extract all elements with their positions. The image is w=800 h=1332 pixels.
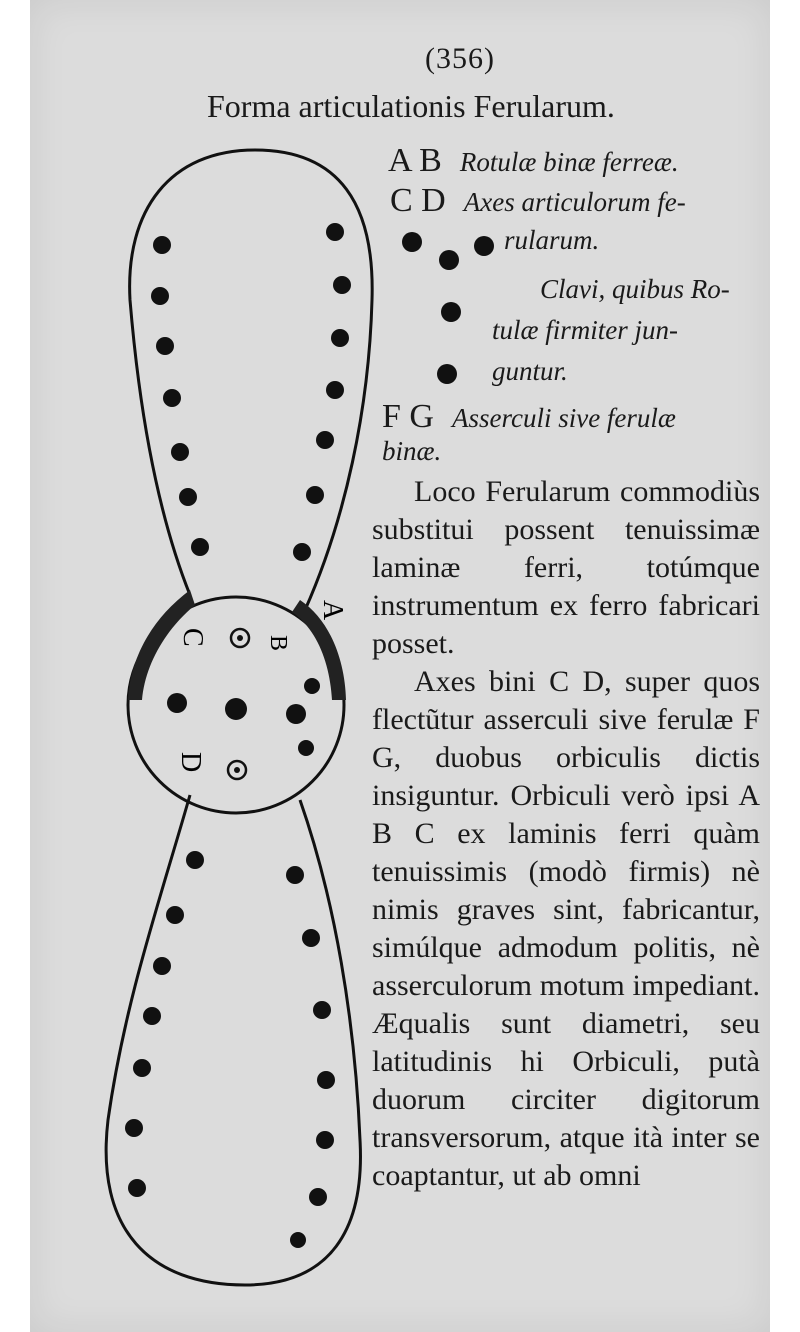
legend-text-cd-cont: rularum. [504, 225, 600, 255]
paragraph-2: Axes bini C D, super quos flectũtur asserculi sive ferulæ F G, duobus orbiculis dictis insiguntur. Orbiculi verò ipsi A B C ex laminis ferri quàm tenuissimis (modò firmis) nè nimis graves sint, fabricantur, simúlque admodum politis, nè asserculorum motum impediant. Æqualis sunt diametri, seu latitudinis hi Orbiculi, putà duorum circiter digitorum transversorum, atque ità inter se coaptantur, ut ab omni [372, 665, 760, 1192]
legend-text-fg-cont: binæ. [382, 436, 442, 466]
legend-row-cd [390, 182, 686, 220]
axis-c-icon [231, 629, 249, 647]
legend-text-fg: Asserculi sive ferulæ [451, 403, 676, 433]
lower-ferula-outline [106, 795, 360, 1285]
axis-d-icon [228, 761, 246, 779]
plate-title: Forma articulationis Ferularum. [207, 88, 615, 124]
paragraph-1: Loco Ferularum commodiùs substitui possent tenuissimæ laminæ ferri, totúmque instrumentum ex ferro fabricari posset. [372, 475, 760, 660]
figure-label-d: D [175, 752, 206, 773]
legend-letters-cd: C D [390, 182, 446, 219]
upper-ferula-outline [130, 150, 373, 610]
legend-text-clavi-3: guntur. [492, 356, 568, 386]
figure-label-b: B [265, 635, 291, 652]
figure-label-a: A [317, 600, 348, 621]
legend-text-ab: Rotulæ binæ ferreæ. [459, 147, 679, 177]
clavi-symbol-icon [402, 232, 494, 384]
legend-row-fg [382, 398, 676, 436]
legend-row-ab [388, 142, 679, 180]
upper-clavi [151, 223, 351, 561]
body-text [372, 473, 760, 1195]
legend-text-cd: Axes articulorum fe- [463, 187, 686, 217]
legend-text-clavi-1: Clavi, quibus Ro- [540, 274, 730, 304]
disc-clavi [167, 678, 320, 756]
page-number: (356) [425, 42, 495, 75]
legend-letters-ab: A B [388, 142, 442, 179]
legend-letters-fg: F G [382, 398, 434, 435]
legend-text-clavi-2: tulæ firmiter jun- [492, 315, 679, 345]
figure-label-c: C [177, 628, 208, 647]
